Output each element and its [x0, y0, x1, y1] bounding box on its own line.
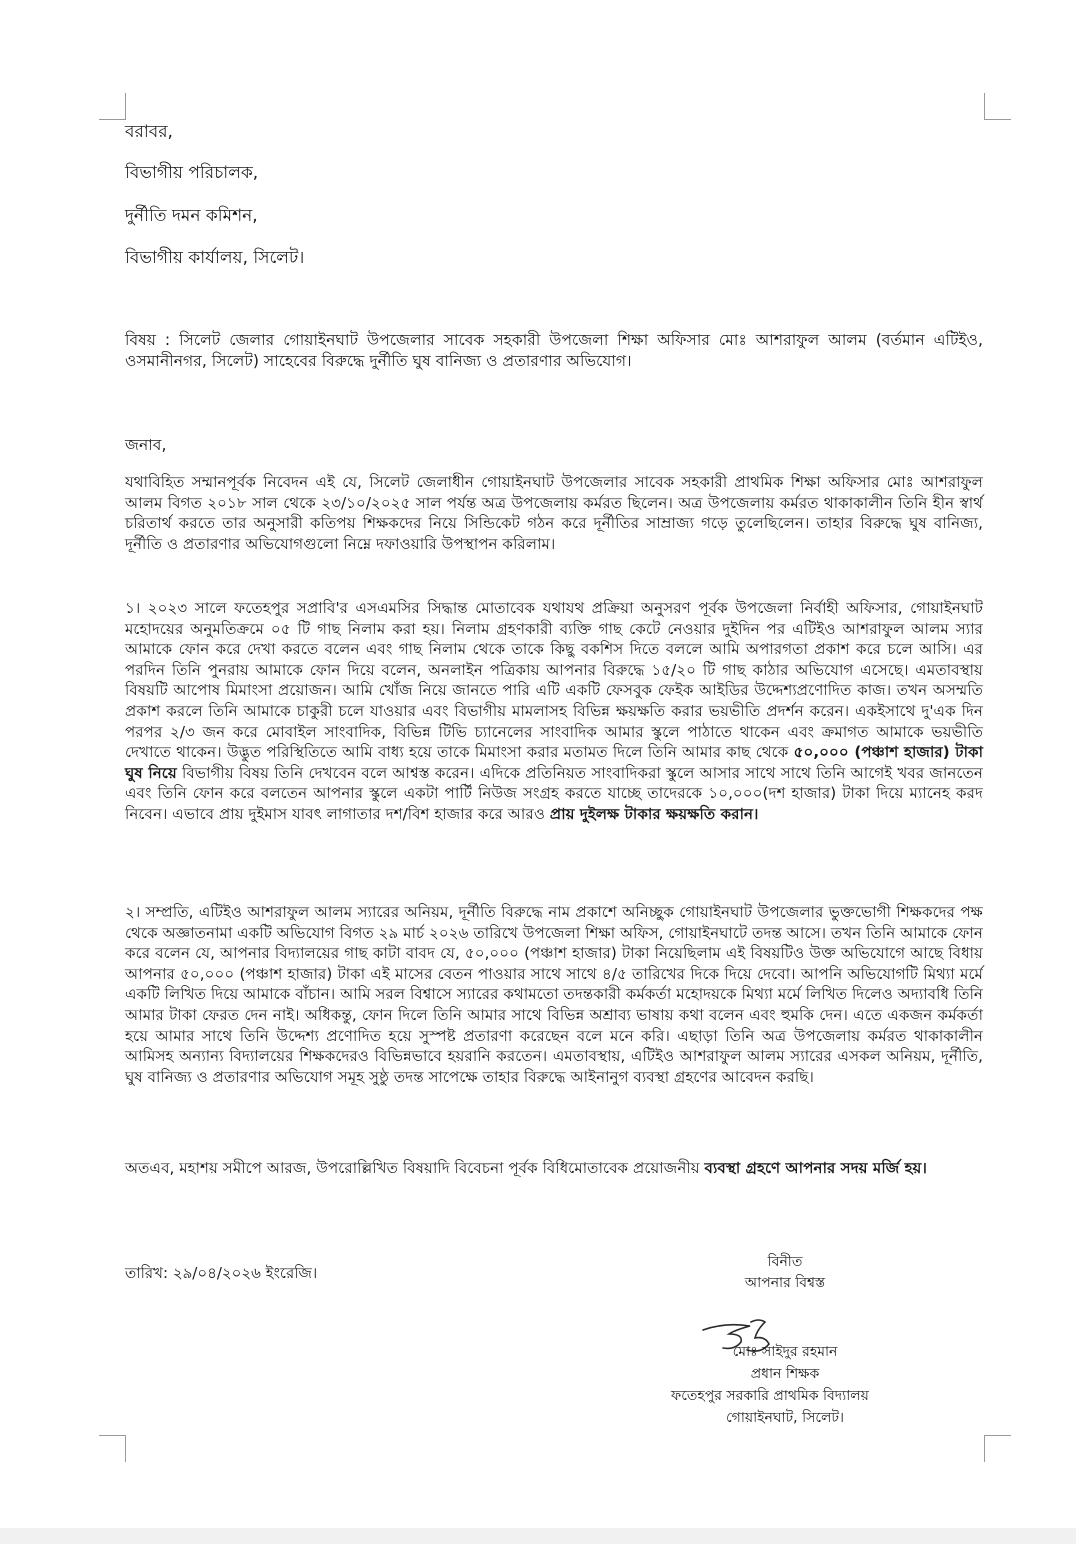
- corner-mark-top-right: [984, 93, 1011, 120]
- closing-text: অতএব, মহাশয় সমীপে আরজ, উপরোল্লিখিত বিষয়াদি বিবেচনা পূর্বক বিধিমোতাবেক প্রয়োজনীয়: [125, 1159, 705, 1177]
- address-location: বিভাগীয় কার্যালয়, সিলেট।: [125, 248, 305, 268]
- closing-paragraph: [125, 1158, 983, 1179]
- point-1-text-b: বিভাগীয় বিষয় তিনি দেখবেন বলে আশ্বস্ত করেন। এদিকে প্রতিনিয়ত সাংবাদিকরা স্কুলে আসার সাথে সাথে তিনি আগেই খবর জানতেন এবং তিনি ফোন করে বলতেন আপনার স্কুলে একটা পার্টি নিউজ সংগ্রহ করতে যাচ্ছে তাদেরকে ১০,০০০(দশ হাজার) টাকা দিয়ে ম্যানেহ করদ নিবেন। এভাবে প্রায় দুইমাস যাবৎ লাগাতার দশ/বিশ হাজার করে আরও: [125, 763, 983, 823]
- point-2-paragraph: ২। সম্প্রতি, এটিইও আশরাফুল আলম স্যারের অনিয়ম, দূর্নীতি বিরুদ্ধে নাম প্রকাশে অনিচ্ছুক গোয়াইনঘাট উপজেলার ভুক্তভোগী শিক্ষকদের পক্ষ থেকে অজ্ঞাতনামা একটি অভিযোগ বিগত ২৯ মার্চ ২০২৬ তারিখে উপজেলা শিক্ষা অফিস, গোয়াইনঘাটে তদন্ত আসে। তখন তিনি আমাকে ফোন করে বলেন যে, আপনার বিদ্যালয়ের গাছ কাটা বাবদ যে, ৫০,০০০ (পঞ্চাশ হাজার) টাকা নিয়েছিলাম এই বিষয়টিও উক্ত অভিযোগে আছে বিধায় আপনার ৫০,০০০ (পঞ্চাশ হাজার) টাকা এই মাসের বেতন পাওয়ার সাথে সাথে ৪/৫ তারিখের দিকে দিয়ে দেবো। আপনি অভিযোগটি মিথ্যা মর্মে একটি লিখিত দিয়ে আমাকে বাঁচান। আমি সরল বিশ্বাসে স্যারের কথামতো তদন্তকারী কর্মকর্তা মহোদয়কে মিথ্যা মর্মে লিখিত দিলেও অদ্যাবধি তিনি আমার টাকা ফেরত দেন নাই। অধিকন্তু, ফোন দিলে তিনি আমার সাথে বিভিন্ন অশ্রাব্য ভাষায় কথা বলেন এবং হুমকি দেন। এতে একজন কর্মকর্তা হয়ে আমার সাথে তিনি উদ্দেশ্য প্রণোদিত হয়ে সুস্পষ্ট প্রতারণা করেছেন বলে মনে করি। এছাড়া তিনি অত্র উপজেলায় কর্মরত থাকাকালীন আমিসহ অন্যান্য বিদ্যালয়ের শিক্ষকদেরও বিভিন্নভাবে হয়রানি করতেন। এমতাবস্থায়, এটিইও আশরাফুল আলম স্যারের এসকল অনিয়ম, দূর্নীতি, ঘুষ বানিজ্য ও প্রতারণার অভিযোগ সমূহ সুষ্ঠু তদন্ত সাপেক্ষে তাহার বিরুদ্ধে আইনানুগ ব্যবস্থা গ্রহণের আবেদন করছি।: [125, 903, 983, 1086]
- point-1-loss-amount: প্রায় দুইলক্ষ টাকার ক্ষয়ক্ষতি করান।: [549, 804, 759, 823]
- letter-date: তারিখ: ২৯/০৪/২০২৬ ইংরেজি।: [125, 1264, 318, 1282]
- corner-mark-bottom-right: [984, 1435, 1011, 1462]
- signoff-place: গোয়াইনঘাট, সিলেট।: [725, 1410, 845, 1426]
- signoff-school: ফতেহপুর সরকারি প্রাথমিক বিদ্যালয়: [671, 1388, 869, 1404]
- signoff-name: মোঃ সাইদুর রহমান: [732, 1344, 838, 1360]
- signoff-title: প্রধান শিক্ষক: [750, 1366, 820, 1382]
- signoff-line-1: বিনীত: [767, 1254, 803, 1270]
- address-designation: বিভাগীয় পরিচালক,: [125, 163, 259, 183]
- closing-request: ব্যবস্থা গ্রহণে আপনার সদয় মর্জি হয়।: [704, 1159, 927, 1177]
- greeting: জনাব,: [125, 436, 167, 454]
- signoff-line-2: আপনার বিশ্বস্ত: [744, 1275, 826, 1291]
- point-1-text-a: ১। ২০২৩ সালে ফতেহপুর সপ্রাবি'র এসএমসির সিদ্ধান্ত মোতাবেক যথাযথ প্রক্রিয়া অনুসরণ পূর্বক উপজেলা নির্বাহী অফিসার, গোয়াইনঘাট মহোদয়ের অনুমতিক্রমে ০৫ টি গাছ নিলাম করা হয়। নিলাম গ্রহণকারী ব্যক্তি গাছ কেটে নেওয়ার দুইদিন পর এটিইও আশরাফুল আলম স্যার আমাকে ফোন করে দেখা করতে বলেন এবং গাছ নিলাম থেকে তাকে কিছু বকশিস দিতে বললে আমি অপারগতা প্রকাশ করে চলে আসি। এর পরদিন তিনি পুনরায় আমাকে ফোন দিয়ে বলেন, অনলাইন পত্রিকায় আপনার বিরুদ্ধে ১৫/২০ টি গাছ কাঠার অভিযোগ এসেছে। এমতাবস্থায় বিষয়টি আপোষ মিমাংসা প্রয়োজন। আমি খোঁজ নিয়ে জানতে পারি এটি একটি ফেসবুক ফেইক আইডির উদ্দেশ্যপ্রণোদিত কাজ। তখন অসম্মতি প্রকাশ করলে তিনি আমাকে চাকুরী চলে যাওয়ার এবং বিভাগীয় মামলাসহ বিভিন্ন ক্ষয়ক্ষতি করার ভয়ভীতি প্রদর্শন করেন। একইসাথে দু'এক দিন পরপর ২/৩ জন করে মোবাইল সাংবাদিক, বিভিন্ন টিভি চ্যানেলের সাংবাদিক আমার স্কুলে পাঠাতে থাকেন এবং ক্রমাগত আমাকে ভয়ভীতি দেখাতে থাকেন। উদ্ভুত পরিস্থিতিতে আমি বাধ্য হয়ে তাকে মিমাংসা করার মতামত দিলে তিনি আমার কাছ থেকে: [125, 599, 983, 762]
- address-salutation: বরাবর,: [125, 122, 173, 142]
- point-1-paragraph: [125, 598, 983, 825]
- corner-mark-top-left: [99, 93, 126, 120]
- subject-line: বিষয় : সিলেট জেলার গোয়াইনঘাট উপজেলার সাবেক সহকারী উপজেলা শিক্ষা অফিসার মোঃ আশরাফুল আলম (বর্তমান এটিইও, ওসমানীনগর, সিলেট) সাহেবের বিরুদ্ধে দুর্নীতি ঘুষ বানিজ্য ও প্রতারণার অভিযোগ।: [125, 331, 983, 370]
- corner-mark-bottom-left: [99, 1435, 126, 1462]
- address-office: দুর্নীতি দমন কমিশন,: [125, 206, 258, 226]
- intro-paragraph: যথাবিহিত সম্মানপূর্বক নিবেদন এই যে, সিলেট জেলাধীন গোয়াইনঘাট উপজেলার সাবেক সহকারী প্রাথমিক শিক্ষা অফিসার মোঃ আশরাফুল আলম বিগত ২০১৮ সাল থেকে ২৩/১০/২০২৫ সাল পর্যন্ত অত্র উপজেলায় কর্মরত ছিলেন। অত্র উপজেলায় কর্মরত থাকাকালীন তিনি হীন স্বার্থ চরিতার্থ করতে তার অনুসারী কতিপয় শিক্ষকদের নিয়ে সিন্ডিকেট গঠন করে দূর্নীতির সাম্রাজ্য গড়ে তুলেছিলেন। তাহার বিরুদ্ধে ঘুষ বানিজ্য, দূর্নীতি ও প্রতারণার অভিযোগগুলো নিম্নে দফাওয়ারি উপস্থাপন করিলাম।: [125, 473, 983, 553]
- point-1-bribe-amount: ৫০,০০০ (পঞ্চাশ হাজার) টাকা ঘুষ নিয়ে: [125, 743, 984, 782]
